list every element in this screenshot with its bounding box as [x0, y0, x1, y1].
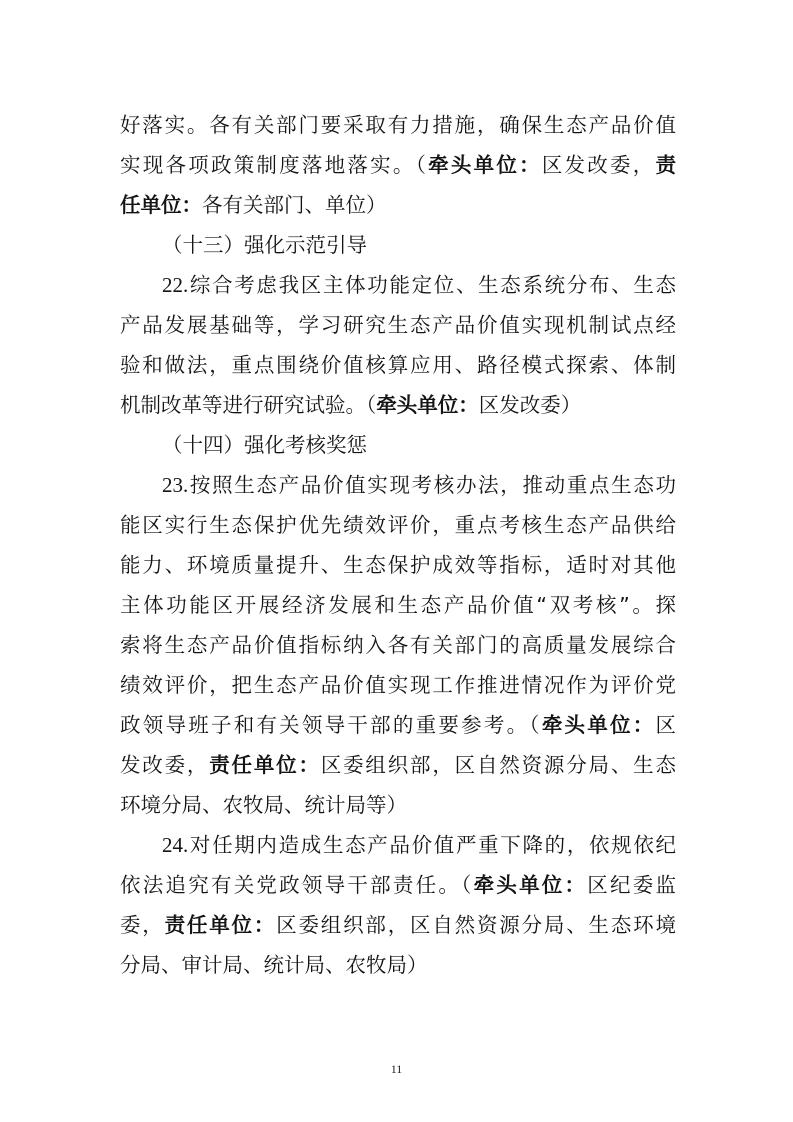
line-text: 索将生态产品价值指标纳入各有关部门的高质量发展综合 [120, 633, 676, 657]
lead-unit-label: 牵头单位： [376, 393, 479, 417]
line-text: 按照生态产品价值实现考核办法，推动重点生态功 [188, 473, 676, 497]
paragraph-24-line [120, 825, 676, 865]
line-text: 好落实。各有关部门要采取有力措施，确保生态产品价值 [120, 113, 676, 137]
line-text: 政领导班子和有关领导干部的重要参考。（ [120, 713, 542, 737]
paragraph-24-line [120, 945, 676, 985]
text-line [120, 185, 676, 225]
line-text: 综合考虑我区主体功能定位、生态系统分布、生态 [188, 273, 676, 297]
item-number: 24. [162, 833, 189, 857]
lead-unit-value: 发改委， [120, 753, 210, 777]
responsible-unit-value: 区委组织部，区自然资源分局、生态环境 [276, 913, 676, 937]
responsible-unit-label: 任单位： [120, 193, 202, 217]
heading-text: （十三）强化示范引导 [162, 233, 367, 257]
line-text: 主体功能区开展经济发展和生态产品价值“双考核”。探 [120, 593, 676, 617]
responsible-unit-label: 责 [655, 153, 677, 177]
text-line [120, 145, 676, 185]
responsible-unit-value: 环境分局、农牧局、统计局等） [120, 793, 407, 817]
lead-unit-value: 区发改委， [541, 153, 656, 177]
paragraph-22-line [120, 385, 676, 425]
lead-unit-value: 区发改委） [478, 393, 582, 417]
responsible-unit-label: 责任单位： [209, 753, 321, 777]
paragraph-22-line [120, 265, 676, 305]
lead-unit-label: 牵头单位： [473, 873, 588, 897]
lead-unit-value: 区纪委监 [587, 873, 677, 897]
lead-unit-label: 牵头单位： [428, 153, 542, 177]
document-body [120, 105, 676, 985]
section-heading-14 [120, 425, 676, 465]
item-number: 23. [162, 473, 189, 497]
responsible-unit-value: 区委组织部，区自然资源分局、生态 [320, 753, 676, 777]
line-text: 实现各项政策制度落地落实。（ [120, 153, 429, 177]
lead-unit-value: 委， [120, 913, 165, 937]
page-number: 11 [390, 1062, 403, 1076]
line-text: 依法追究有关党政领导干部责任。（ [120, 873, 474, 897]
line-text: 验和做法，重点围绕价值核算应用、路径模式探索、体制 [120, 353, 676, 377]
paragraph-23-line [120, 665, 676, 705]
paragraph-23-line [120, 585, 676, 625]
lead-unit-value: 区 [655, 713, 677, 737]
paragraph-23-line [120, 785, 676, 825]
paragraph-23-line [120, 465, 676, 505]
paragraph-22-line [120, 345, 676, 385]
line-text: 对任期内造成生态产品价值严重下降的，依规依纪 [188, 833, 676, 857]
responsible-unit-value: 分局、审计局、统计局、农牧局） [120, 953, 428, 977]
line-text: 能区实行生态保护优先绩效评价，重点考核生态产品供给 [120, 513, 676, 537]
paragraph-23-line [120, 705, 676, 745]
paragraph-23-line [120, 545, 676, 585]
item-number: 22. [162, 273, 189, 297]
paragraph-22-line [120, 305, 676, 345]
responsible-unit-value: 各有关部门、单位） [202, 193, 387, 217]
line-text: 机制改革等进行研究试验。（ [120, 393, 377, 417]
heading-text: （十四）强化考核奖惩 [162, 433, 367, 457]
text-line [120, 105, 676, 145]
paragraph-23-line [120, 745, 676, 785]
line-text: 绩效评价，把生态产品价值实现工作推进情况作为评价党 [120, 673, 676, 697]
paragraph-24-line [120, 905, 676, 945]
paragraph-23-line [120, 625, 676, 665]
paragraph-24-line [120, 865, 676, 905]
line-text: 能力、环境质量提升、生态保护成效等指标，适时对其他 [120, 553, 676, 577]
responsible-unit-label: 责任单位： [164, 913, 277, 937]
lead-unit-label: 牵头单位： [541, 713, 656, 737]
line-text: 产品发展基础等，学习研究生态产品价值实现机制试点经 [120, 313, 676, 337]
section-heading-13 [120, 225, 676, 265]
paragraph-23-line [120, 505, 676, 545]
